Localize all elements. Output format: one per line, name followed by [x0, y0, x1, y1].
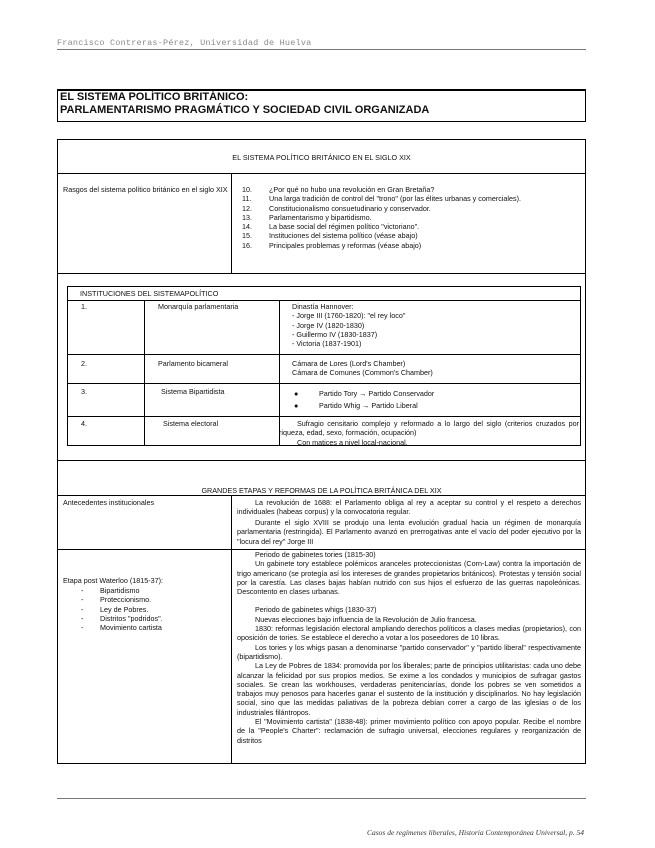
tories-title: Periodo de gabinetes tories (1815-30): [255, 550, 376, 559]
detail-line: - Victoria (1837-1901): [292, 339, 362, 349]
detail-line: Cámara de Comunes (Common's Chamber): [292, 368, 433, 378]
list-item: - Bipartidismo: [81, 586, 140, 595]
institutions-heading: INSTITUCIONES DEL SISTEMAPOLÍTICO: [80, 289, 219, 298]
main-table: [57, 139, 586, 764]
stages-body: [237, 550, 581, 745]
detail-line: Dinastía Hannover:: [292, 302, 354, 311]
list-item: 13. Parlamentarismo y bipartidismo.: [242, 212, 372, 222]
institution-detail: [292, 302, 405, 348]
institution-num: 2.: [81, 359, 87, 368]
institution-detail: [294, 389, 434, 411]
list-item: - Proteccionismo.: [81, 595, 152, 605]
list-item: 15. Instituciones del sistema político (véase abajo): [242, 231, 418, 241]
institution-detail: [279, 419, 579, 447]
divider: [68, 354, 580, 355]
list-item: 14. La base social del régimen político "victoriano".: [242, 222, 420, 232]
tories-text: Un gabinete tory establece polémicos aranceles proteccionistas (Corn-Law) contra la importación de trigo americano (se protegía así los intereses de grandes propietarios británicos). Protestas y tensión social por la carestía. Las clases bajas habían nutrido con sus hijos el esfuerzo de las guerras napoleónicas. Descontento en clases urbanas.: [237, 559, 581, 597]
institution-num: 4.: [81, 419, 87, 428]
title-line-2: PARLAMENTARISMO PRAGMÁTICO Y SOCIEDAD CIVIL ORGANIZADA: [60, 104, 430, 116]
list-item: 11. Una larga tradición de control del "trono" (por las élites urbanas y comerciales).: [242, 194, 521, 204]
list-item: 16. Principales problemas y reformas (véase abajo): [242, 240, 422, 250]
whigs-p3: Los tories y los whigs pasan a denominarse "partido conservador" y "partido liberal" respectivamente (bipartidismo).: [237, 642, 581, 661]
etapa-list: [81, 586, 163, 632]
divider: [231, 173, 232, 273]
list-item: - Ley de Pobres.: [81, 604, 149, 614]
footer-rule: [57, 798, 586, 799]
bullet-item: ● Partido Tory → Partido Conservador: [294, 389, 435, 398]
institutions-table: [67, 286, 581, 446]
divider: [58, 173, 585, 174]
etapa-label: Etapa post Waterloo (1815-37):: [63, 576, 164, 585]
detail-line: Sufragio censitario complejo y reformado a lo largo del siglo (criterios cruzados por riqueza, edad, sexo, formación, ocupación): [279, 419, 579, 438]
divider: [58, 273, 585, 274]
detail-line: Cámara de Lores (Lord's Chamber): [292, 359, 406, 368]
institution-num: 3.: [81, 387, 87, 396]
detail-line: - Jorge IV (1820-1830): [292, 320, 365, 330]
page-header: Francisco Contreras-Pérez, Universidad de Huelva: [57, 38, 312, 48]
list-item: - Distritos "podridos".: [81, 613, 163, 623]
title-line-1: EL SISTEMA POLÍTICO BRITÁNICO:: [60, 91, 249, 103]
stages-heading: GRANDES ETAPAS Y REFORMAS DE LA POLÍTICA BRITÁNICA DEL XIX: [201, 486, 442, 495]
whigs-p4: La Ley de Pobres de 1834: promovida por los liberales; parte de principios utilitaristas: cada uno debe alcanzar la felicidad por sus propios medios. Se exime a los condados y municipios de sufragar gastos sociales. Se crean las workhouses, verdaderas penitenciarías, donde los pobres se ven sometidos a trabajos muy penosos para hacerles ganar el sustento de la institución y disciplinarlos. No hay legislación social, sino que las medidas paliativas de la pobreza debían correr a cargo de las iglesias o de los industriales filántropos.: [237, 661, 581, 717]
whigs-p2: 1830: reformas legislación electoral ampliando derechos políticos a clases medias (propietarios), con oposición de tories. Se establece el derecho a votar a los poseedores de 10 libras.: [237, 624, 581, 643]
antecedentes-p2: Durante el siglo XVIII se produjo una lenta evolución gradual hacia un régimen de monarquía parlamentaria (restringida). El Parlamento avanzó en prerrogativas ante el vacío del poder ejecutivo por la "locura del rey" Jorge III: [237, 518, 581, 546]
detail-line: - Guillermo IV (1830-1837): [292, 329, 378, 339]
whigs-title: Periodo de gabinetes whigs (1830-37): [255, 605, 377, 615]
antecedentes-p1: La revolución de 1688: el Parlamento obliga al rey a aceptar su control y el respeto a derechos individuales (habeas corpus) y la convocatoria regular.: [237, 498, 581, 517]
bullet-item: ● Partido Whig → Partido Liberal: [294, 401, 418, 411]
list-item: 10. ¿Por qué no hubo una revolución en Gran Bretaña?: [242, 185, 435, 194]
institution-name: Sistema electoral: [163, 419, 219, 428]
section1-list: [242, 185, 582, 250]
list-item: - Movimiento cartista: [81, 623, 162, 633]
divider: [231, 495, 232, 763]
whigs-p1: Nuevas elecciones bajo influencia de la Revolución de Julio francesa.: [255, 614, 477, 624]
detail-line: Con matices a nivel local-nacional.: [297, 437, 408, 447]
section1-left-label: Rasgos del sistema político británico en el siglo XIX: [63, 185, 228, 194]
divider: [144, 300, 145, 445]
institution-num: 1.: [81, 302, 87, 311]
title-box: [57, 89, 586, 122]
divider: [68, 383, 580, 384]
header-rule: [57, 49, 586, 50]
page-footer: Casos de regímenes liberales, Historia Contemporánea Universal, p. 54: [367, 828, 584, 837]
whigs-p5: El "Movimiento cartista" (1838-48): primer movimiento político con apoyo popular. Recibe el nombre de la "People's Charter": reclamación de sufragio universal, elecciones regulares y reorganización de distritos: [237, 717, 581, 745]
section1-heading: EL SISTEMA POLÍTICO BRITÁNICO EN EL SIGLO XIX: [232, 153, 411, 162]
list-item: 12. Constitucionalismo consuetudinario y conservador.: [242, 203, 431, 213]
institution-name: Sistema Bipartidista: [161, 387, 225, 396]
antecedentes-label: Antecedentes institucionales: [63, 498, 155, 507]
detail-line: - Jorge III (1760-1820): "el rey loco": [292, 311, 406, 321]
divider: [58, 460, 585, 461]
divider: [68, 416, 580, 417]
institution-name: Monarquía parlamentaria: [158, 302, 239, 311]
institution-detail: [292, 359, 433, 378]
institution-name: Parlamento bicameral: [158, 359, 228, 368]
divider: [58, 495, 585, 496]
